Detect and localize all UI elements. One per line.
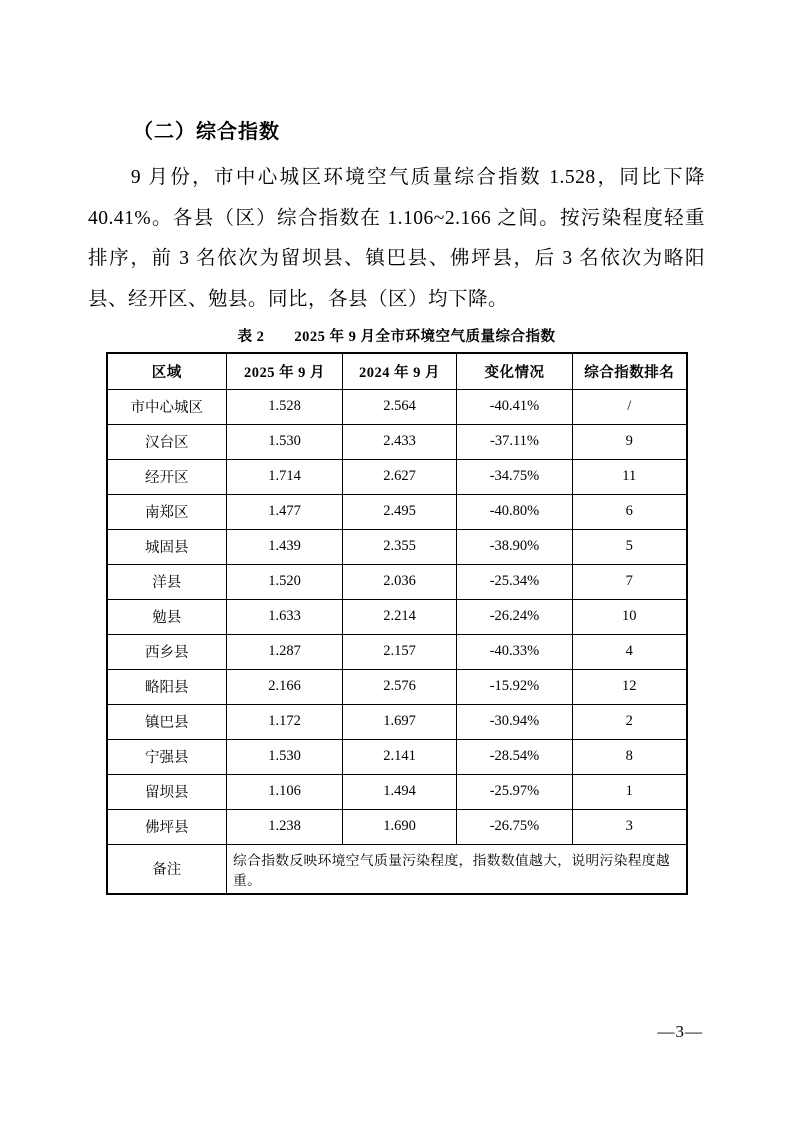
table-cell: 1.172 [227, 704, 343, 739]
note-row [107, 844, 687, 894]
table-cell: -26.24% [457, 599, 573, 634]
table-row [107, 459, 687, 494]
column-header: 2025 年 9 月 [227, 353, 343, 389]
table-cell: -15.92% [457, 669, 573, 704]
table-cell: 1.520 [227, 564, 343, 599]
table-cell: 2.036 [343, 564, 457, 599]
table-row [107, 634, 687, 669]
table-cell: 略阳县 [107, 669, 227, 704]
table-cell: 南郑区 [107, 494, 227, 529]
table-cell: 汉台区 [107, 424, 227, 459]
table-cell: 1.494 [343, 774, 457, 809]
table-header-row [107, 353, 687, 389]
table-cell: 1.530 [227, 424, 343, 459]
column-header: 变化情况 [457, 353, 573, 389]
table-cell: -40.80% [457, 494, 573, 529]
table-cell: -38.90% [457, 529, 573, 564]
table-row [107, 494, 687, 529]
table-cell: -40.41% [457, 389, 573, 424]
table-cell: 佛坪县 [107, 809, 227, 844]
column-header: 2024 年 9 月 [343, 353, 457, 389]
table-row [107, 774, 687, 809]
table-row [107, 424, 687, 459]
table-cell: 城固县 [107, 529, 227, 564]
table-cell: -26.75% [457, 809, 573, 844]
table-row [107, 739, 687, 774]
table-cell: 3 [573, 809, 687, 844]
table-row [107, 669, 687, 704]
table-cell: 1.287 [227, 634, 343, 669]
table-cell: 6 [573, 494, 687, 529]
table-cell: 市中心城区 [107, 389, 227, 424]
table-cell: 2.627 [343, 459, 457, 494]
table-cell: 1.477 [227, 494, 343, 529]
table-cell: -25.34% [457, 564, 573, 599]
table-cell: 2.214 [343, 599, 457, 634]
table-cell: 2.166 [227, 669, 343, 704]
table-cell: 2.495 [343, 494, 457, 529]
table-cell: -25.97% [457, 774, 573, 809]
body-paragraph: 9 月份，市中心城区环境空气质量综合指数 1.528，同比下降 40.41%。各县（区）综合指数在 1.106~2.166 之间。按污染程度轻重排序，前 3 名依次为留坝县、镇巴县、佛坪县，后 3 名依次为略阳县、经开区、勉县。同比，各县（区）均下降。 [88, 167, 705, 310]
table-cell: 1.690 [343, 809, 457, 844]
table-cell: 勉县 [107, 599, 227, 634]
table-cell: 洋县 [107, 564, 227, 599]
table-cell: 2.157 [343, 634, 457, 669]
table-cell: 1.530 [227, 739, 343, 774]
table-row [107, 564, 687, 599]
table-row [107, 599, 687, 634]
table-cell: -30.94% [457, 704, 573, 739]
table-cell: 留坝县 [107, 774, 227, 809]
table-cell: 镇巴县 [107, 704, 227, 739]
column-header: 综合指数排名 [573, 353, 687, 389]
table-cell: 12 [573, 669, 687, 704]
section-heading: （二）综合指数 [133, 121, 280, 143]
table-body [107, 389, 687, 844]
table-cell: 1 [573, 774, 687, 809]
table-cell: -34.75% [457, 459, 573, 494]
table-cell: 宁强县 [107, 739, 227, 774]
table-cell: 1.697 [343, 704, 457, 739]
table-cell: 1.633 [227, 599, 343, 634]
table-cell: / [573, 389, 687, 424]
table-cell: 1.714 [227, 459, 343, 494]
table-row [107, 529, 687, 564]
table-cell: 2.564 [343, 389, 457, 424]
table-cell: 9 [573, 424, 687, 459]
table-cell: 8 [573, 739, 687, 774]
table-cell: 1.238 [227, 809, 343, 844]
table-cell: 4 [573, 634, 687, 669]
note-label: 备注 [107, 844, 227, 894]
table-cell: 2 [573, 704, 687, 739]
table-cell: 10 [573, 599, 687, 634]
page-content [88, 118, 705, 895]
table-row [107, 809, 687, 844]
table-row [107, 704, 687, 739]
table-cell: 1.439 [227, 529, 343, 564]
table-cell: -40.33% [457, 634, 573, 669]
column-header: 区域 [107, 353, 227, 389]
note-text: 综合指数反映环境空气质量污染程度，指数数值越大，说明污染程度越重。 [227, 844, 687, 894]
table-cell: 1.528 [227, 389, 343, 424]
page-number: —3— [657, 1022, 703, 1041]
air-quality-index-table [106, 352, 688, 895]
table-cell: -37.11% [457, 424, 573, 459]
table-row [107, 389, 687, 424]
table-cell: 2.355 [343, 529, 457, 564]
table-cell: 5 [573, 529, 687, 564]
table-caption: 表 2 2025 年 9 月全市环境空气质量综合指数 [237, 329, 556, 345]
table-cell: 2.576 [343, 669, 457, 704]
table-cell: 西乡县 [107, 634, 227, 669]
table-cell: 2.141 [343, 739, 457, 774]
table-cell: 7 [573, 564, 687, 599]
table-cell: -28.54% [457, 739, 573, 774]
table-cell: 2.433 [343, 424, 457, 459]
table-cell: 11 [573, 459, 687, 494]
table-cell: 经开区 [107, 459, 227, 494]
table-cell: 1.106 [227, 774, 343, 809]
